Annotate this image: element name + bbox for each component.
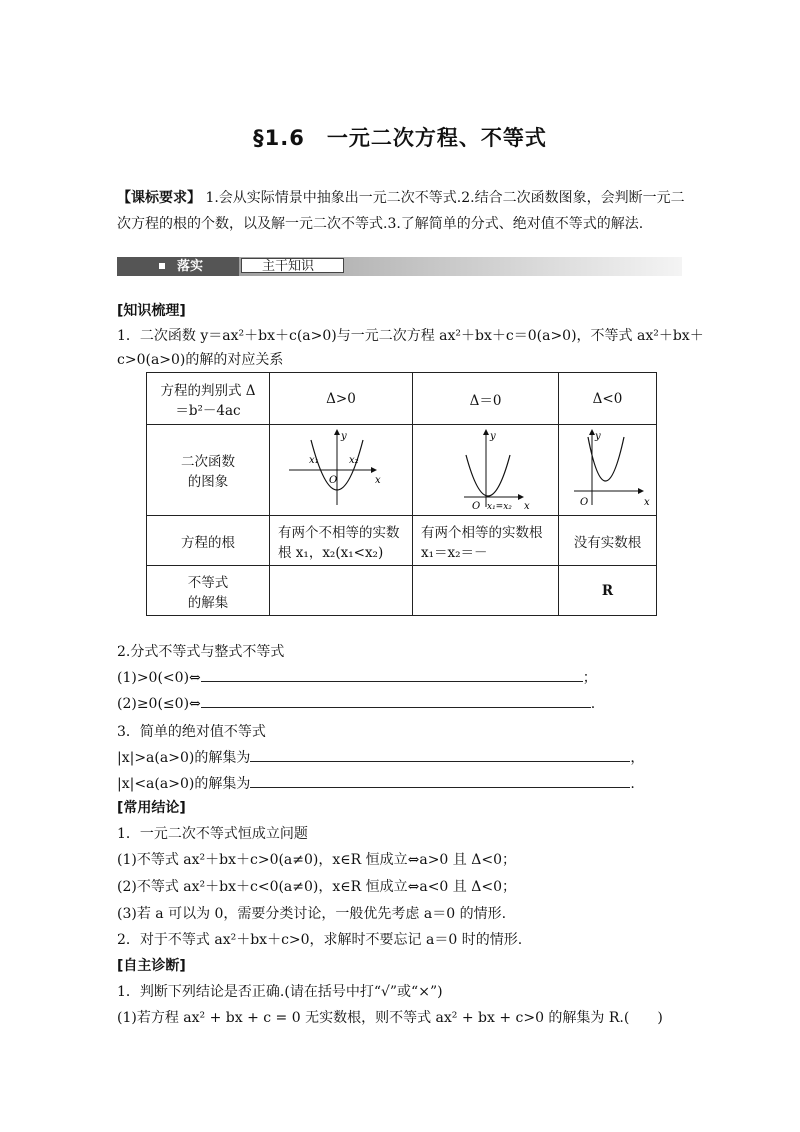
- disc-label-1: 方程的判别式 Δ: [160, 382, 256, 399]
- diagnosis-q1: 1．判断下列结论是否正确.(请在括号中打“√”或“×”): [117, 984, 443, 1000]
- fraction-line-2: [117, 693, 595, 712]
- roots-negative: 没有实数根: [559, 516, 657, 566]
- requirements-line-1: [117, 187, 685, 207]
- parabola-curve: [466, 455, 510, 496]
- parabola-one-root-graph: [414, 425, 557, 511]
- origin-label: O: [580, 497, 589, 508]
- absval-line-2: [117, 773, 635, 793]
- graph-label-1: 二次函数: [181, 454, 235, 470]
- conclusion-1: 1．一元二次不等式恒成立问题: [117, 826, 308, 842]
- roots-positive: [270, 516, 413, 566]
- x1-label: x₁: [309, 455, 319, 466]
- x-label: x: [524, 501, 530, 511]
- row-graph-label: [147, 425, 270, 516]
- header-negative: Δ<0: [559, 373, 657, 425]
- header-zero: Δ＝0: [413, 373, 559, 425]
- graph-positive-cell: [270, 425, 413, 516]
- solution-positive: [270, 566, 413, 616]
- conclusion-1-1: (1)不等式 ax²＋bx＋c>0(a≠0)，x∈R 恒成立⇔a>0 且 Δ<0；: [117, 852, 516, 868]
- conclusions-tag: [常用结论]: [117, 800, 186, 816]
- graph-zero-cell: [413, 425, 559, 516]
- page-title: §1.6 一元二次方程、不等式: [253, 126, 547, 150]
- header-positive: Δ>0: [270, 373, 413, 425]
- y-label: y: [341, 431, 347, 442]
- absval-l2-label: |x|<a(a>0)的解集为: [117, 776, 251, 792]
- knowledge-p1b: c>0(a>0)的解的对应关系: [117, 352, 284, 368]
- roots-zero: [413, 516, 559, 566]
- row-solution-label: [147, 566, 270, 616]
- x-label: x: [375, 475, 381, 486]
- fraction-head: 2.分式不等式与整式不等式: [117, 644, 285, 660]
- x12-label: x₁=x₂: [487, 502, 512, 511]
- roots-positive-2: 根 x₁，x₂(x₁<x₂): [278, 544, 384, 561]
- diagnosis-tag: [自主诊断]: [117, 958, 186, 974]
- banner-right: 主干知识: [241, 258, 344, 273]
- knowledge-p1a: 1．二次函数 y＝ax²＋bx＋c(a>0)与一元二次方程 ax²＋bx＋c＝0(a>0)，不等式 ax²＋bx＋: [117, 328, 704, 344]
- fraction-l2-end: .: [590, 696, 596, 712]
- banner-left: [117, 257, 239, 276]
- x-label: x: [644, 497, 650, 508]
- absval-l2-end: .: [630, 776, 635, 792]
- solution-label-2: 的解集: [187, 594, 229, 611]
- absval-head: 3．简单的绝对值不等式: [117, 724, 266, 740]
- parabola-curve: [588, 437, 624, 481]
- fraction-l2-label: (2)≥0(≤0)⇔: [117, 696, 201, 712]
- x-arrow: [371, 467, 377, 473]
- roots-positive-1: 有两个不相等的实数: [278, 524, 400, 541]
- solution-negative: R: [559, 566, 657, 616]
- conclusion-1-3: (3)若 a 可以为 0，需要分类讨论，一般优先考虑 a＝0 的情形.: [117, 906, 507, 922]
- conclusion-1-2: (2)不等式 ax²＋bx＋c<0(a≠0)，x∈R 恒成立⇔a<0 且 Δ<0；: [117, 879, 516, 895]
- square-icon: [159, 263, 165, 269]
- solution-zero: [413, 566, 559, 616]
- graph-label-2: 的图象: [187, 474, 229, 490]
- requirements-tag: 【课标要求】: [117, 190, 201, 206]
- conclusion-2: 2．对于不等式 ax²＋bx＋c>0，求解时不要忘记 a＝0 时的情形.: [117, 932, 523, 948]
- origin-label: O: [472, 501, 481, 511]
- absval-l1-label: |x|>a(a>0)的解集为: [117, 750, 251, 766]
- diagnosis-q1-1: (1)若方程 ax² + bx + c = 0 无实数根，则不等式 ax² + bx + c>0 的解集为 R.( ): [117, 1010, 663, 1026]
- requirements-line-2: 次方程的根的个数，以及解一元二次不等式.3.了解简单的分式、绝对值不等式的解法.: [117, 216, 644, 232]
- fill-blank[interactable]: [250, 747, 630, 762]
- solution-label-1: 不等式: [187, 574, 229, 591]
- disc-label-2: ＝b²－4ac: [175, 402, 241, 419]
- fraction-l1-label: (1)>0(<0)⇔: [117, 670, 201, 686]
- fraction-l1-end: ；: [582, 670, 597, 686]
- y-label: y: [490, 431, 496, 442]
- parabola-two-roots-graph: [271, 425, 411, 511]
- requirements-text-1: 1.会从实际情景中抽象出一元二次不等式.2.结合二次函数图象，会判断一元二: [205, 190, 685, 206]
- banner-left-label: 落实: [177, 259, 204, 274]
- fill-blank[interactable]: [201, 693, 591, 708]
- x-arrow: [638, 488, 644, 494]
- roots-zero-1: 有两个相等的实数根: [421, 524, 543, 541]
- parabola-no-root-graph: [560, 425, 655, 511]
- row-roots-label: 方程的根: [147, 516, 270, 566]
- x-arrow: [518, 494, 524, 500]
- header-discriminant: [147, 373, 270, 425]
- knowledge-tag: [知识梳理]: [117, 303, 186, 319]
- fill-blank[interactable]: [201, 667, 583, 682]
- y-arrow: [334, 429, 340, 435]
- correspondence-table: [146, 372, 657, 616]
- roots-zero-2: x₁＝x₂＝－: [421, 544, 488, 561]
- fill-blank[interactable]: [250, 773, 630, 788]
- fraction-line-1: [117, 667, 597, 687]
- y-label: y: [595, 431, 601, 442]
- section-banner: [117, 257, 682, 276]
- absval-line-1: [117, 747, 644, 767]
- origin-label: O: [329, 475, 338, 486]
- y-arrow: [483, 429, 489, 435]
- graph-negative-cell: [559, 425, 657, 516]
- x2-label: x₂: [349, 455, 359, 466]
- absval-l1-end: ，: [630, 750, 645, 766]
